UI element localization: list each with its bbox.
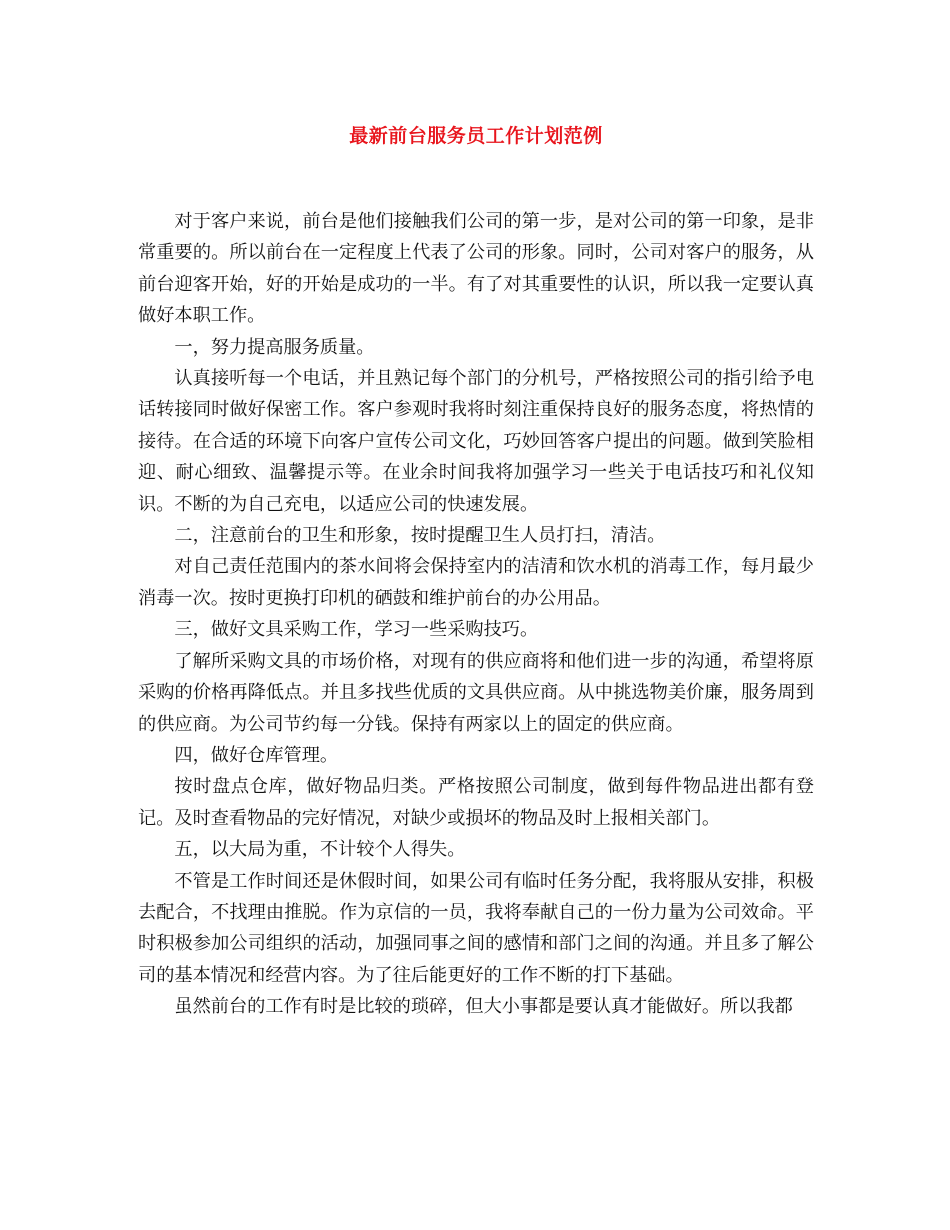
paragraph-closing: 虽然前台的工作有时是比较的琐碎，但大小事都是要认真才能做好。所以我都	[174, 996, 793, 1018]
section-heading-5: 五，以大局为重，不计较个人得失。	[174, 839, 466, 861]
paragraph-1: 认真接听每一个电话，并且熟记每个部门的分机号，严格按照公司的指引给予电话转接同时做好保密工作。客户参观时我将时刻注重保持良好的服务态度，将热情的接待。在合适的环境下向客户宣传公司文化，巧妙回答客户提出的问题。做到笑脸相迎、耐心细致、温馨提示等。在业余时间我将加强学习一些关于电话技巧和礼仪知识。不断的为自己充电，以适应公司的快速发展。	[138, 368, 814, 515]
paragraph-5: 不管是工作时间还是休假时间，如果公司有临时任务分配，我将服从安排，积极去配合，不找理由推脱。作为京信的一员，我将奉献自己的一份力量为公司效命。平时积极参加公司组织的活动，加强同事之间的感情和部门之间的沟通。并且多了解公司的基本情况和经营内容。为了往后能更好的工作不断的打下基础。	[138, 870, 814, 986]
document-title: 最新前台服务员工作计划范例	[349, 125, 603, 147]
paragraph-4: 按时盘点仓库，做好物品归类。严格按照公司制度，做到每件物品进出都有登记。及时查看物品的完好情况，对缺少或损坏的物品及时上报相关部门。	[138, 776, 814, 829]
paragraph-3: 了解所采购文具的市场价格，对现有的供应商将和他们进一步的沟通，希望将原采购的价格再降低点。并且多找些优质的文具供应商。从中挑选物美价廉，服务周到的供应商。为公司节约每一分钱。保持有两家以上的固定的供应商。	[138, 650, 814, 735]
section-heading-4: 四，做好仓库管理。	[174, 744, 339, 766]
section-heading-1: 一，努力提高服务质量。	[174, 336, 375, 358]
section-heading-3: 三，做好文具采购工作，学习一些采购技巧。	[174, 619, 539, 641]
document-body	[138, 206, 814, 1023]
document-page	[138, 122, 814, 1023]
paragraph-intro: 对于客户来说，前台是他们接触我们公司的第一步，是对公司的第一印象，是非常重要的。所以前台在一定程度上代表了公司的形象。同时，公司对客户的服务，从前台迎客开始，好的开始是成功的一半。有了对其重要性的认识，所以我一定要认真做好本职工作。	[138, 211, 814, 327]
paragraph-2: 对自己责任范围内的茶水间将会保持室内的洁清和饮水机的消毒工作，每月最少消毒一次。按时更换打印机的硒鼓和维护前台的办公用品。	[138, 556, 814, 609]
section-heading-2: 二，注意前台的卫生和形象，按时提醒卫生人员打扫，清洁。	[174, 525, 666, 547]
